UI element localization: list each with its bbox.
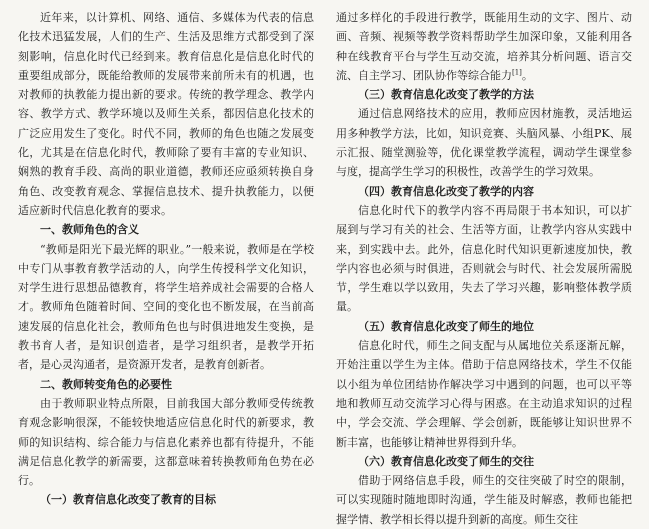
subsection-3-paragraph: 通过信息网络技术的应用，教师应因材施教，灵活地运用多种教学方法，比如，知识竞赛、头脑风暴、小组PK、展示汇报、随堂测验等，优化课堂教学流程，调动学生课堂参与度，提高学生学习的积极性，改善学生的学习效果。	[336, 107, 632, 179]
subsection-1-heading: （一）教育信息化改变了教育的目标	[40, 493, 216, 507]
subsection-4-heading: （四）教育信息化改变了教学的内容	[358, 184, 534, 198]
citation-ref: [1]	[512, 68, 522, 77]
continued-paragraph	[336, 8, 632, 85]
subsection-6-paragraph: 借助于网络信息手段，师生的交往突破了时空的限制，可以实现随时随地即时沟通，学生能及时解惑，教师也能把握学情、教学相长得以提升到新的高度。师生交往	[336, 474, 632, 526]
subsection-5-paragraph: 信息化时代，师生之间支配与从属地位关系逐渐瓦解，开始注重以学生为主体。借助于信息网络技术，学生不仅能以小组为单位团结协作解决学习中遇到的问题，也可以平等地和教师互动交流学习心得与困惑。在主动追求知识的过程中，学会交流、学会理解、学会创新，既能够让知识世界不断丰富，也能够让精神世界得到升华。	[336, 339, 632, 449]
subsection-4-paragraph: 信息化时代下的教学内容不再局限于书本知识，可以扩展到与学习有关的社会、生活等方面，让教学内容从实践中来，到实践中去。此外，信息化时代知识更新速度加快，教学内容也必须与时俱进，否则就会与时代、社会发展所需脱节，学生难以学以致用，失去了学习兴趣，影响整体教学质量。	[336, 203, 632, 314]
section-2-paragraph: 由于教师职业特点所限，目前我国大部分教师受传统教育观念影响很深，不能较快地适应信息化时代的新要求，教师的知识结构、综合能力与信息化素养也都有待提升，不能满足信息化教学的新需要，这都意味着转换教师角色势在必行。	[18, 396, 314, 488]
continued-paragraph-end: 。	[521, 68, 533, 82]
section-1-heading: 一、教师角色的含义	[40, 223, 139, 237]
intro-paragraph: 近年来，以计算机、网络、通信、多媒体为代表的信息化技术迅猛发展，人们的生产、生活及思维方式都受到了深刻影响，信息化时代已经到来。教育信息化是信息化时代的重要组成部分，既能给教师的发展带来前所未有的机遇，也对教师的执教能力提出新的要求。传统的教学理念、教学内容、教学方式、教学环境以及师生关系，都因信息化技术的广泛应用发生了变化。时代不同，教师的角色也随之发展变化，尤其是在信息化时代，教师除了要有丰富的专业知识、娴熟的教育手段、高尚的职业道德，教师还应亟须转换自身角色、改变教育观念、掌握信息技术、提升执教能力，以便适应新时代信息化教育的要求。	[18, 11, 314, 217]
section-1-paragraph: “教师是阳光下最光辉的职业。”一般来说，教师是在学校中专门从事教育教学活动的人，向学生传授科学文化知识，对学生进行思想品德教育，将学生培养成社会需要的合格人才。教师角色随着时间、空间的变化也不断发展，在当前高速发展的信息化社会，教师角色也与时俱进地发生变换，是教书育人者，是知识创造者，是学习组织者，是教学开拓者，是心灵沟通者，是资源开发者，是教育创新者。	[18, 242, 314, 372]
right-column	[336, 8, 632, 529]
subsection-3-heading: （三）教育信息化改变了教学的方法	[358, 88, 534, 102]
left-column	[18, 8, 314, 510]
continued-paragraph-text: 通过多样化的手段进行教学，既能用生动的文字、图片、动画、音频、视频等教学资料帮助学生加深印象，又能利用各种在线教育平台与学生互动交流，培养其分析问题、语言交流、自主学习、团队协作等综合能力	[336, 11, 632, 82]
subsection-5-heading: （五）教育信息化改变了师生的地位	[358, 319, 534, 333]
subsection-6-heading: （六）教育信息化改变了师生的交往	[358, 454, 534, 468]
section-2-heading: 二、教师转变角色的必要性	[40, 377, 172, 391]
